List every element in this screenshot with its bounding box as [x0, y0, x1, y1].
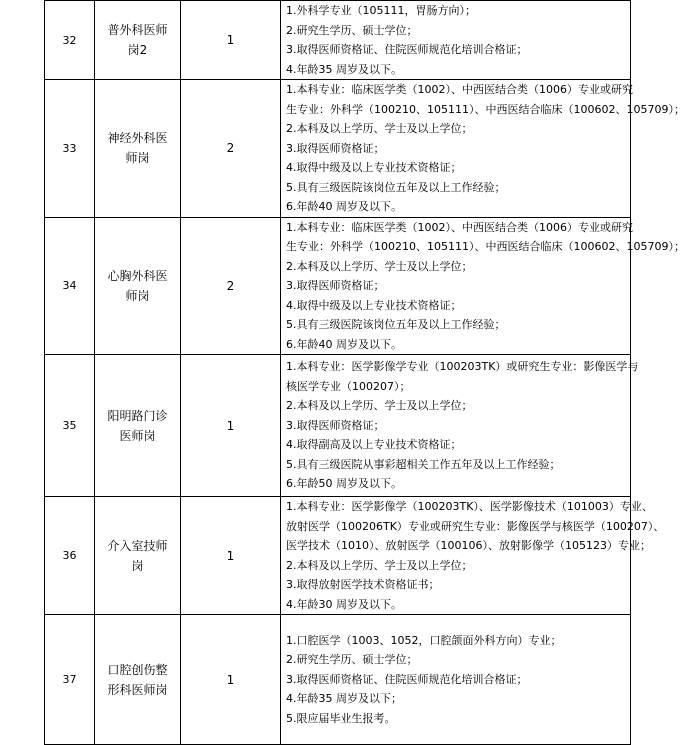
table-row — [45, 497, 631, 615]
position-number: 32 — [45, 1, 95, 80]
position-title: 普外科医师岗2 — [95, 1, 181, 80]
requirement-line: 放射医学（100206TK）专业或研究生专业：影像医学与核医学（100207）、 — [286, 519, 665, 533]
requirement-line: 5.限应届毕业生报考。 — [286, 711, 396, 725]
requirements-cell — [281, 615, 631, 745]
table-row — [45, 615, 631, 745]
requirement-line: 4.取得副高及以上专业技术资格证； — [286, 438, 462, 452]
requirement-line: 2.本科及以上学历、学士及以上学位； — [286, 259, 473, 273]
table-row — [45, 217, 631, 355]
requirement-line: 6.年龄50 周岁及以下。 — [286, 477, 402, 491]
positions-table-body — [45, 1, 685, 745]
requirement-line: 1.外科学专业（105111，胃肠方向）； — [286, 4, 476, 17]
requirement-line: 4.年龄35 周岁及以下； — [286, 692, 402, 706]
requirements-cell — [281, 217, 685, 355]
requirements-cell — [281, 497, 665, 615]
hiring-count: 1 — [181, 497, 281, 615]
hiring-count: 1 — [181, 615, 281, 745]
position-title: 阳明路门诊医师岗 — [95, 355, 181, 497]
requirement-line: 4.取得中级及以上专业技术资格证； — [286, 298, 462, 312]
table-row — [45, 80, 631, 218]
requirement-line: 1.本科专业：医学影像学（100203TK）、医学影像技术（101003）专业、 — [286, 500, 653, 513]
requirement-line: 5.具有三级医院该岗位五年及以上工作经验； — [286, 318, 506, 331]
requirement-line: 3.取得医师资格证； — [286, 279, 385, 292]
requirement-line: 2.研究生学历、硕士学位； — [286, 653, 418, 667]
position-number: 35 — [45, 355, 95, 497]
requirement-line: 2.本科及以上学历、学士及以上学位； — [286, 122, 473, 135]
position-title: 心胸外科医师岗 — [95, 217, 181, 355]
requirement-line: 生专业：外科学（100210、105111）、中西医结合临床（100602、105709）； — [286, 240, 685, 253]
table-row — [45, 1, 631, 80]
requirements-cell — [281, 355, 639, 497]
position-number: 36 — [45, 497, 95, 615]
hiring-count: 1 — [181, 355, 281, 497]
requirement-line: 1.本科专业：临床医学类（1002）、中西医结合类（1006）专业或研究 — [286, 220, 633, 234]
requirement-line: 生专业：外科学（100210、105111）、中西医结合临床（100602、105709）； — [286, 102, 685, 116]
requirement-line: 6.年龄40 周岁及以下。 — [286, 200, 402, 213]
table-row — [45, 355, 631, 497]
requirement-line: 1.本科专业：临床医学类（1002）、中西医结合类（1006）专业或研究 — [286, 83, 633, 96]
position-number: 33 — [45, 80, 95, 218]
requirement-line: 2.本科及以上学历、学士及以上学位； — [286, 399, 473, 413]
requirement-line: 医学技术（1010）、放射医学（100106）、放射影像学（105123）专业； — [286, 539, 651, 552]
hiring-count: 2 — [181, 80, 281, 218]
requirements-cell — [281, 1, 631, 80]
requirement-line: 3.取得医师资格证； — [286, 418, 385, 432]
requirement-line: 5.具有三级医院该岗位五年及以上工作经验； — [286, 180, 506, 194]
requirement-line: 3.取得医师资格证、住院医师规范化培训合格证； — [286, 43, 528, 56]
requirement-line: 3.取得医师资格证、住院医师规范化培训合格证； — [286, 672, 528, 686]
requirement-line: 2.本科及以上学历、学士及以上学位； — [286, 558, 473, 572]
hiring-count: 1 — [181, 1, 281, 80]
position-number: 37 — [45, 615, 95, 745]
positions-table — [44, 0, 685, 745]
requirement-line: 4.取得中级及以上专业技术资格证； — [286, 161, 462, 174]
requirements-cell — [281, 80, 685, 218]
requirement-line: 6.年龄40 周岁及以下。 — [286, 337, 402, 351]
position-number: 34 — [45, 217, 95, 355]
requirement-line: 1.口腔医学（1003、1052，口腔颌面外科方向）专业； — [286, 633, 562, 647]
requirement-line: 1.本科专业：医学影像学专业（100203TK）或研究生专业：影像医学与 — [286, 360, 639, 374]
requirement-line: 5.具有三级医院从事彩超相关工作五年及以上工作经验； — [286, 457, 561, 471]
requirement-line: 4.年龄35 周岁及以下。 — [286, 62, 402, 76]
requirement-line: 4.年龄30 周岁及以下。 — [286, 597, 402, 611]
requirement-line: 核医学专业（100207）； — [286, 379, 411, 393]
hiring-count: 2 — [181, 217, 281, 355]
requirement-line: 2.研究生学历、硕士学位； — [286, 23, 418, 37]
position-title: 介入室技师岗 — [95, 497, 181, 615]
positions-table-wrapper — [44, 0, 685, 745]
position-title: 神经外科医师岗 — [95, 80, 181, 218]
position-title: 口腔创伤整形科医师岗 — [95, 615, 181, 745]
requirement-line: 3.取得放射医学技术资格证书； — [286, 578, 440, 591]
requirement-line: 3.取得医师资格证； — [286, 141, 385, 155]
